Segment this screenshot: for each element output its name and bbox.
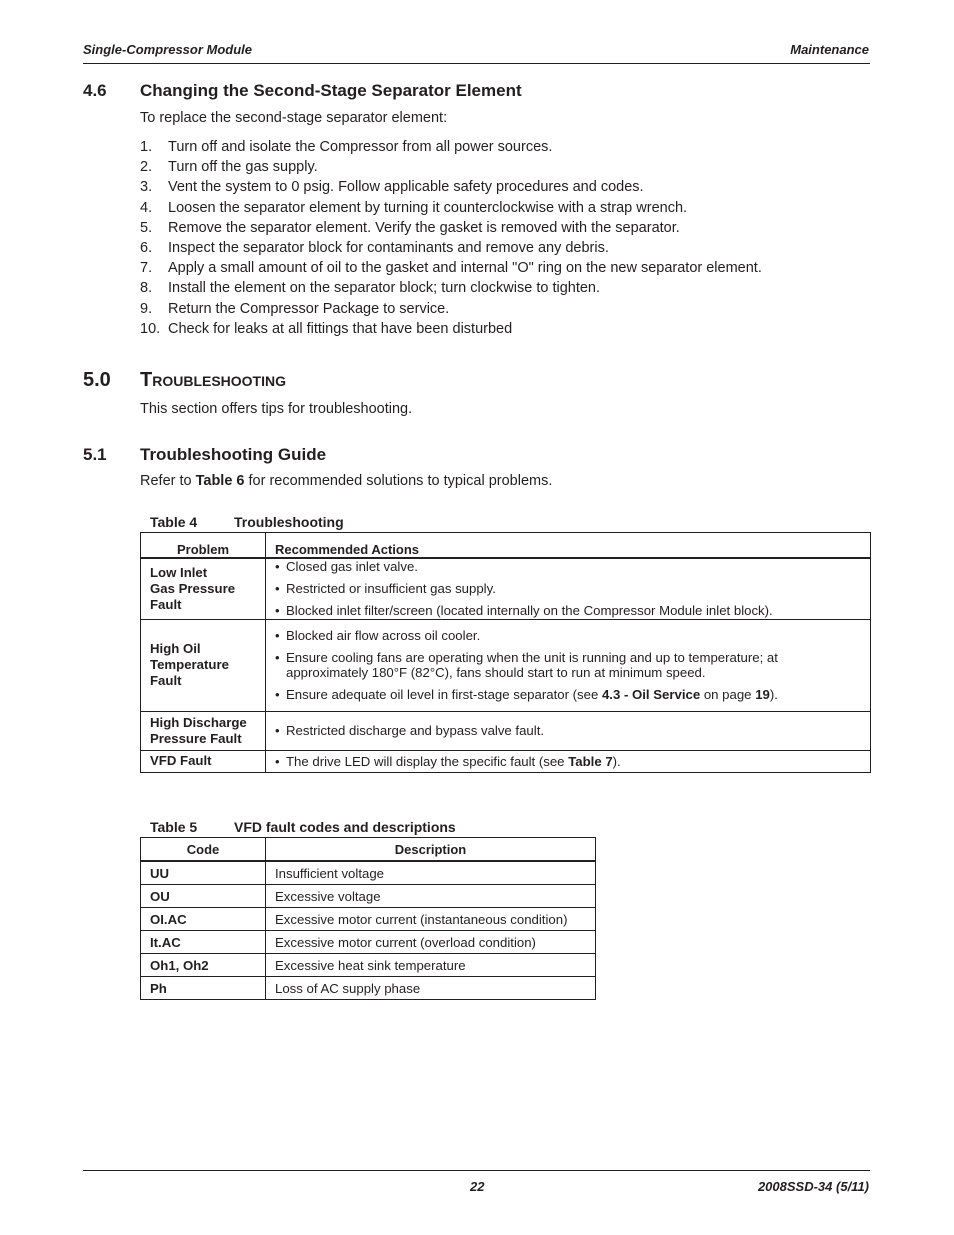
column-header-actions: Recommended Actions xyxy=(266,533,871,559)
list-item: 1. Turn off and isolate the Compressor from all power sources. xyxy=(140,139,553,155)
section-title: Changing the Second-Stage Separator Element xyxy=(140,81,522,100)
table-row xyxy=(141,750,871,772)
document-number: 2008SSD-34 (5/11) xyxy=(757,1179,869,1194)
list-item: 9. Return the Compressor Package to service. xyxy=(140,300,450,317)
list-item: 3. Vent the system to 0 psig. Follow applicable safety procedures and codes. xyxy=(140,179,644,196)
description-cell: Excessive motor current (overload condition) xyxy=(266,931,596,954)
problem-cell: Low Inlet Gas Pressure Fault xyxy=(141,558,266,619)
table-row xyxy=(141,954,596,977)
problem-cell: VFD Fault xyxy=(141,750,266,772)
table-row xyxy=(141,558,871,619)
code-cell: Ph xyxy=(141,977,266,1000)
list-item: 10. Check for leaks at all fittings that have been disturbed xyxy=(140,320,513,337)
list-item: • Ensure cooling fans are operating when the unit is running and up to temperature; at approximately 180°F (82°C), fans should start to run at minimum speed. xyxy=(275,650,861,680)
section-heading-4-6 xyxy=(83,81,783,103)
section-intro: To replace the second-stage separator element: xyxy=(140,110,448,126)
description-cell: Excessive motor current (instantaneous condition) xyxy=(266,908,596,931)
table-row xyxy=(141,711,871,750)
section-heading-5-0 xyxy=(83,369,783,393)
table-header-row xyxy=(141,838,596,862)
header-rule xyxy=(83,63,870,64)
problem-cell: High Oil Temperature Fault xyxy=(141,619,266,711)
section-intro: Refer to Table 6 for recommended solutions to typical problems. xyxy=(140,473,553,489)
column-header-problem: Problem xyxy=(141,533,266,559)
description-cell: Loss of AC supply phase xyxy=(266,977,596,1000)
section-intro: This section offers tips for troubleshooting. xyxy=(140,401,413,417)
table-header-row xyxy=(141,533,871,559)
list-item: 6. Inspect the separator block for contaminants and remove any debris. xyxy=(140,239,609,256)
table-row xyxy=(141,977,596,1000)
footer-rule xyxy=(83,1170,870,1171)
code-cell: OU xyxy=(141,885,266,908)
list-item: 4. Loosen the separator element by turning it counterclockwise with a strap wrench. xyxy=(140,199,688,216)
page-number: 22 xyxy=(470,1179,485,1194)
actions-cell xyxy=(266,558,871,619)
actions-cell xyxy=(266,619,871,711)
list-item: • Blocked inlet filter/screen (located internally on the Compressor Module inlet block). xyxy=(275,603,861,618)
column-header-description: Description xyxy=(266,838,596,862)
list-item: • Ensure adequate oil level in first-stage separator (see 4.3 - Oil Service on page 19). xyxy=(275,687,861,702)
table-reference: Table 6 xyxy=(195,473,245,489)
section-heading-5-1 xyxy=(83,445,783,467)
description-cell: Insufficient voltage xyxy=(266,861,596,885)
section-number: 5.0 xyxy=(83,369,111,391)
list-item: • Restricted discharge and bypass valve fault. xyxy=(275,723,861,738)
column-header-code: Code xyxy=(141,838,266,862)
troubleshooting-table xyxy=(140,532,871,773)
table-row xyxy=(141,931,596,954)
table-caption-number: Table 5 xyxy=(150,819,198,835)
list-item: 2. Turn off the gas supply. xyxy=(140,159,318,176)
list-item: 7. Apply a small amount of oil to the gasket and internal "O" ring on the new separator element. xyxy=(140,260,762,277)
table-row xyxy=(141,908,596,931)
table-caption-title: VFD fault codes and descriptions xyxy=(234,819,456,835)
table-row xyxy=(141,861,596,885)
table-row xyxy=(141,619,871,711)
table-row xyxy=(141,885,596,908)
problem-cell: High Discharge Pressure Fault xyxy=(141,711,266,750)
list-item: • The drive LED will display the specific fault (see Table 7). xyxy=(275,754,861,769)
code-cell: UU xyxy=(141,861,266,885)
header-left: Single-Compressor Module xyxy=(83,42,253,57)
actions-cell xyxy=(266,750,871,772)
section-title: Troubleshooting Guide xyxy=(140,445,327,464)
steps-list xyxy=(140,137,762,339)
vfd-fault-table xyxy=(140,837,596,1000)
section-number: 5.1 xyxy=(83,445,107,464)
list-item: 8. Install the element on the separator block; turn clockwise to tighten. xyxy=(140,280,601,297)
code-cell: It.AC xyxy=(141,931,266,954)
list-item: • Restricted or insufficient gas supply. xyxy=(275,581,861,596)
list-item: • Closed gas inlet valve. xyxy=(275,559,861,574)
list-item: • Blocked air flow across oil cooler. xyxy=(275,628,861,643)
section-number: 4.6 xyxy=(83,81,107,100)
description-cell: Excessive voltage xyxy=(266,885,596,908)
description-cell: Excessive heat sink temperature xyxy=(266,954,596,977)
table-caption-number: Table 4 xyxy=(150,514,198,530)
actions-cell xyxy=(266,711,871,750)
header-right: Maintenance xyxy=(790,42,869,57)
section-title: Troubleshooting xyxy=(140,369,286,391)
code-cell: Oh1, Oh2 xyxy=(141,954,266,977)
table-caption-title: Troubleshooting xyxy=(234,514,344,530)
list-item: 5. Remove the separator element. Verify the gasket is removed with the separator. xyxy=(140,219,680,236)
code-cell: OI.AC xyxy=(141,908,266,931)
